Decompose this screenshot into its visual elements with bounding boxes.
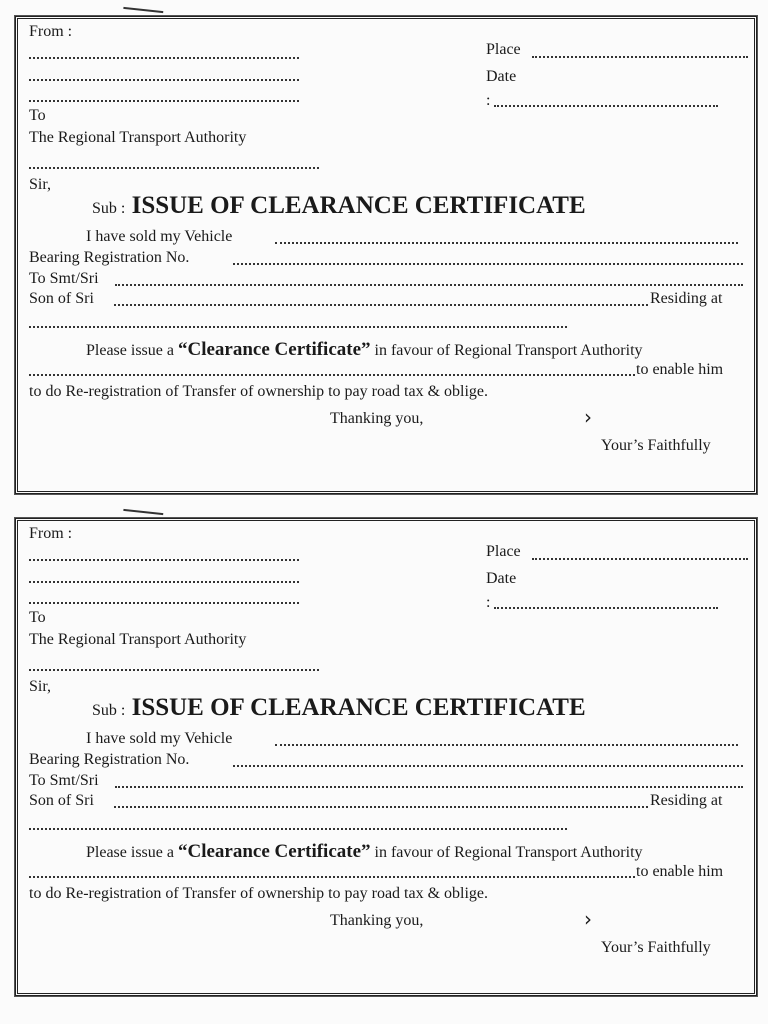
date-line[interactable] <box>494 607 718 609</box>
date-line[interactable] <box>494 105 718 107</box>
place-line[interactable] <box>532 56 748 58</box>
clearance-form-2 <box>15 518 757 996</box>
registration-line[interactable] <box>233 765 743 767</box>
place-label: Place <box>486 41 521 58</box>
father-name-line[interactable] <box>114 806 648 808</box>
authority-name: The Regional Transport Authority <box>29 129 247 146</box>
authority-name: The Regional Transport Authority <box>29 631 247 648</box>
bearing-registration-text: Bearing Registration No. <box>29 249 190 266</box>
faithfully-text: Your’s Faithfully <box>601 437 711 454</box>
from-label: From : <box>29 23 73 40</box>
clearance-certificate-text: “Clearance Certificate” <box>177 841 371 862</box>
residing-at-text: Residing at <box>650 792 723 809</box>
from-line-2[interactable] <box>29 79 299 81</box>
salutation: Sir, <box>29 176 52 193</box>
clearance-form-1 <box>15 16 757 494</box>
please-issue-sentence <box>86 341 643 360</box>
enable-him-text: to enable him <box>636 361 724 378</box>
to-smt-sri-text: To Smt/Sri <box>29 772 99 789</box>
authority-address-line[interactable] <box>29 669 319 671</box>
pen-mark-icon: › <box>584 907 592 931</box>
bearing-registration-text: Bearing Registration No. <box>29 751 190 768</box>
authority-address-line[interactable] <box>29 167 319 169</box>
vehicle-line[interactable] <box>275 744 738 746</box>
buyer-name-line[interactable] <box>115 786 743 788</box>
registration-line[interactable] <box>233 263 743 265</box>
to-label: To <box>29 609 46 626</box>
pen-mark-icon: › <box>584 405 592 429</box>
faithfully-text: Your’s Faithfully <box>601 939 711 956</box>
subject-prefix: Sub : <box>92 200 126 217</box>
father-name-line[interactable] <box>114 304 648 306</box>
to-smt-sri-text: To Smt/Sri <box>29 270 99 287</box>
favour-text: in favour of Regional Transport Authority <box>374 342 643 359</box>
subject-text: ISSUE OF CLEARANCE CERTIFICATE <box>131 694 586 721</box>
enable-line[interactable] <box>29 374 635 376</box>
from-line-3[interactable] <box>29 602 299 604</box>
re-registration-text: to do Re-registration of Transfer of ownership to pay road tax & oblige. <box>29 383 489 400</box>
residing-at-text: Residing at <box>650 290 723 307</box>
re-registration-text: to do Re-registration of Transfer of ownership to pay road tax & oblige. <box>29 885 489 902</box>
favour-text: in favour of Regional Transport Authority <box>374 844 643 861</box>
address-line[interactable] <box>29 828 567 830</box>
enable-him-text: to enable him <box>636 863 724 880</box>
salutation: Sir, <box>29 678 52 695</box>
address-line[interactable] <box>29 326 567 328</box>
date-label: Date <box>486 570 517 587</box>
vehicle-line[interactable] <box>275 242 738 244</box>
thanking-text: Thanking you, <box>330 410 424 427</box>
subject-prefix: Sub : <box>92 702 126 719</box>
place-line[interactable] <box>532 558 748 560</box>
pen-stroke-mark <box>123 509 164 521</box>
place-label: Place <box>486 543 521 560</box>
date-colon: : <box>486 594 491 611</box>
pen-stroke-mark <box>123 7 164 19</box>
subject-heading <box>92 694 586 725</box>
subject-heading <box>92 192 586 223</box>
subject-text: ISSUE OF CLEARANCE CERTIFICATE <box>131 192 586 219</box>
from-line-3[interactable] <box>29 100 299 102</box>
sold-vehicle-text: I have sold my Vehicle <box>86 730 233 747</box>
date-label: Date <box>486 68 517 85</box>
please-issue-text: Please issue a <box>86 342 174 359</box>
from-line-1[interactable] <box>29 559 299 561</box>
please-issue-sentence <box>86 843 643 862</box>
from-line-1[interactable] <box>29 57 299 59</box>
buyer-name-line[interactable] <box>115 284 743 286</box>
date-colon: : <box>486 92 491 109</box>
clearance-certificate-text: “Clearance Certificate” <box>177 339 371 360</box>
sold-vehicle-text: I have sold my Vehicle <box>86 228 233 245</box>
from-label: From : <box>29 525 73 542</box>
enable-line[interactable] <box>29 876 635 878</box>
to-label: To <box>29 107 46 124</box>
son-of-text: Son of Sri <box>29 290 94 307</box>
from-line-2[interactable] <box>29 581 299 583</box>
son-of-text: Son of Sri <box>29 792 94 809</box>
thanking-text: Thanking you, <box>330 912 424 929</box>
please-issue-text: Please issue a <box>86 844 174 861</box>
